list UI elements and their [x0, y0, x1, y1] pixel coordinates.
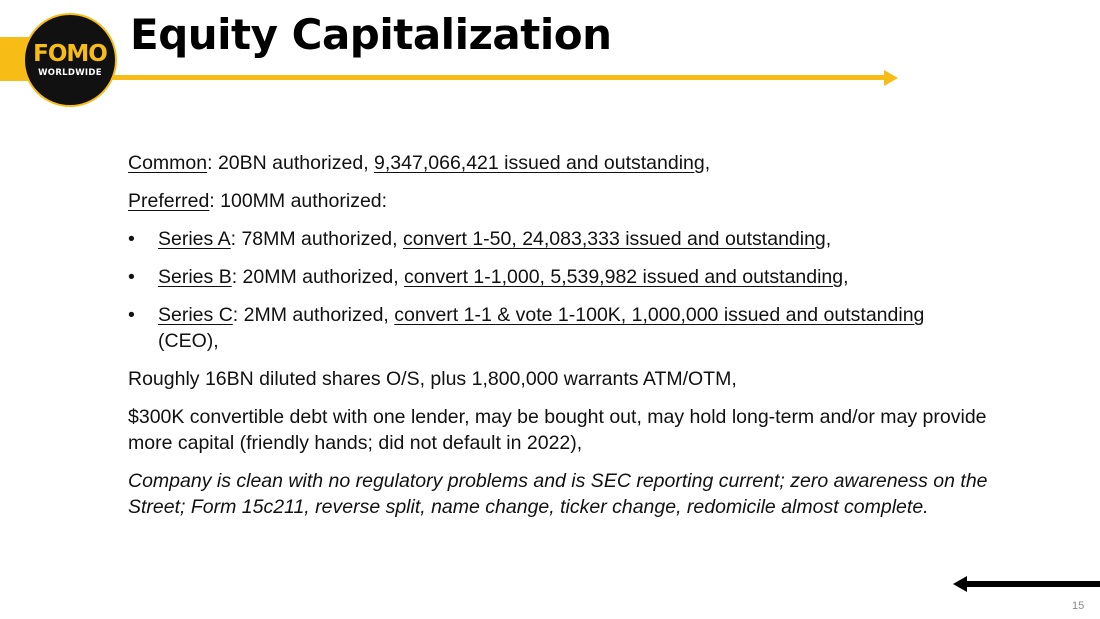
- common-label: Common: [128, 152, 208, 174]
- bullet-dot-icon: •: [128, 228, 135, 250]
- series-b-outstanding: convert 1-1,000, 5,539,982 issued and outstanding: [404, 266, 844, 288]
- series-a-outstanding: convert 1-50, 24,083,333 issued and outstanding: [402, 228, 826, 250]
- convertible-debt-line: $300K convertible debt with one lender, may be bought out, may hold long-term and/or may provide more capital (friendly hands; did not default in 2022),: [128, 406, 987, 454]
- common-outstanding: 9,347,066,421 issued and outstanding: [374, 152, 705, 174]
- common-line: [128, 150, 988, 176]
- company-status-line: Company is clean with no regulatory problems and is SEC reporting current; zero awareness on the Street; Form 15c211, reverse split, name change, ticker change, redomicile almost complete.: [128, 470, 988, 518]
- series-a-tail: ,: [825, 228, 832, 250]
- preferred-label: Preferred: [128, 190, 210, 212]
- fomo-logo: [23, 13, 117, 107]
- series-b-text: : 20MM authorized,: [231, 266, 405, 288]
- slide-content: [128, 150, 988, 532]
- series-c-text: : 2MM authorized,: [232, 304, 395, 326]
- back-arrow-line[interactable]: [966, 581, 1100, 587]
- common-text: : 20BN authorized,: [207, 152, 375, 174]
- series-b-label: Series B: [158, 266, 232, 288]
- back-arrow-icon[interactable]: [953, 576, 967, 592]
- series-b-bullet: [128, 264, 988, 290]
- series-c-tail: (CEO),: [158, 330, 219, 352]
- logo-word: FOMO: [33, 41, 107, 67]
- title-underline: [60, 75, 886, 80]
- page-title: Equity Capitalization: [130, 10, 612, 59]
- common-tail: ,: [704, 152, 711, 174]
- bullet-dot-icon: •: [128, 304, 135, 326]
- series-a-text: : 78MM authorized,: [230, 228, 403, 250]
- series-c-bullet: [128, 302, 988, 354]
- diluted-shares-line: Roughly 16BN diluted shares O/S, plus 1,800,000 warrants ATM/OTM,: [128, 368, 737, 390]
- bullet-dot-icon: •: [128, 266, 135, 288]
- title-arrow-icon: [884, 70, 898, 86]
- page-number: 15: [1072, 600, 1085, 612]
- series-a-label: Series A: [158, 228, 231, 250]
- series-b-tail: ,: [843, 266, 849, 288]
- preferred-line: [128, 188, 988, 214]
- logo-subtitle: WORLDWIDE: [38, 68, 102, 78]
- preferred-text: : 100MM authorized:: [209, 190, 388, 212]
- series-c-label: Series C: [158, 304, 233, 326]
- series-c-outstanding: convert 1-1 & vote 1-100K, 1,000,000 issued and outstanding: [394, 304, 925, 326]
- series-a-bullet: [128, 226, 988, 252]
